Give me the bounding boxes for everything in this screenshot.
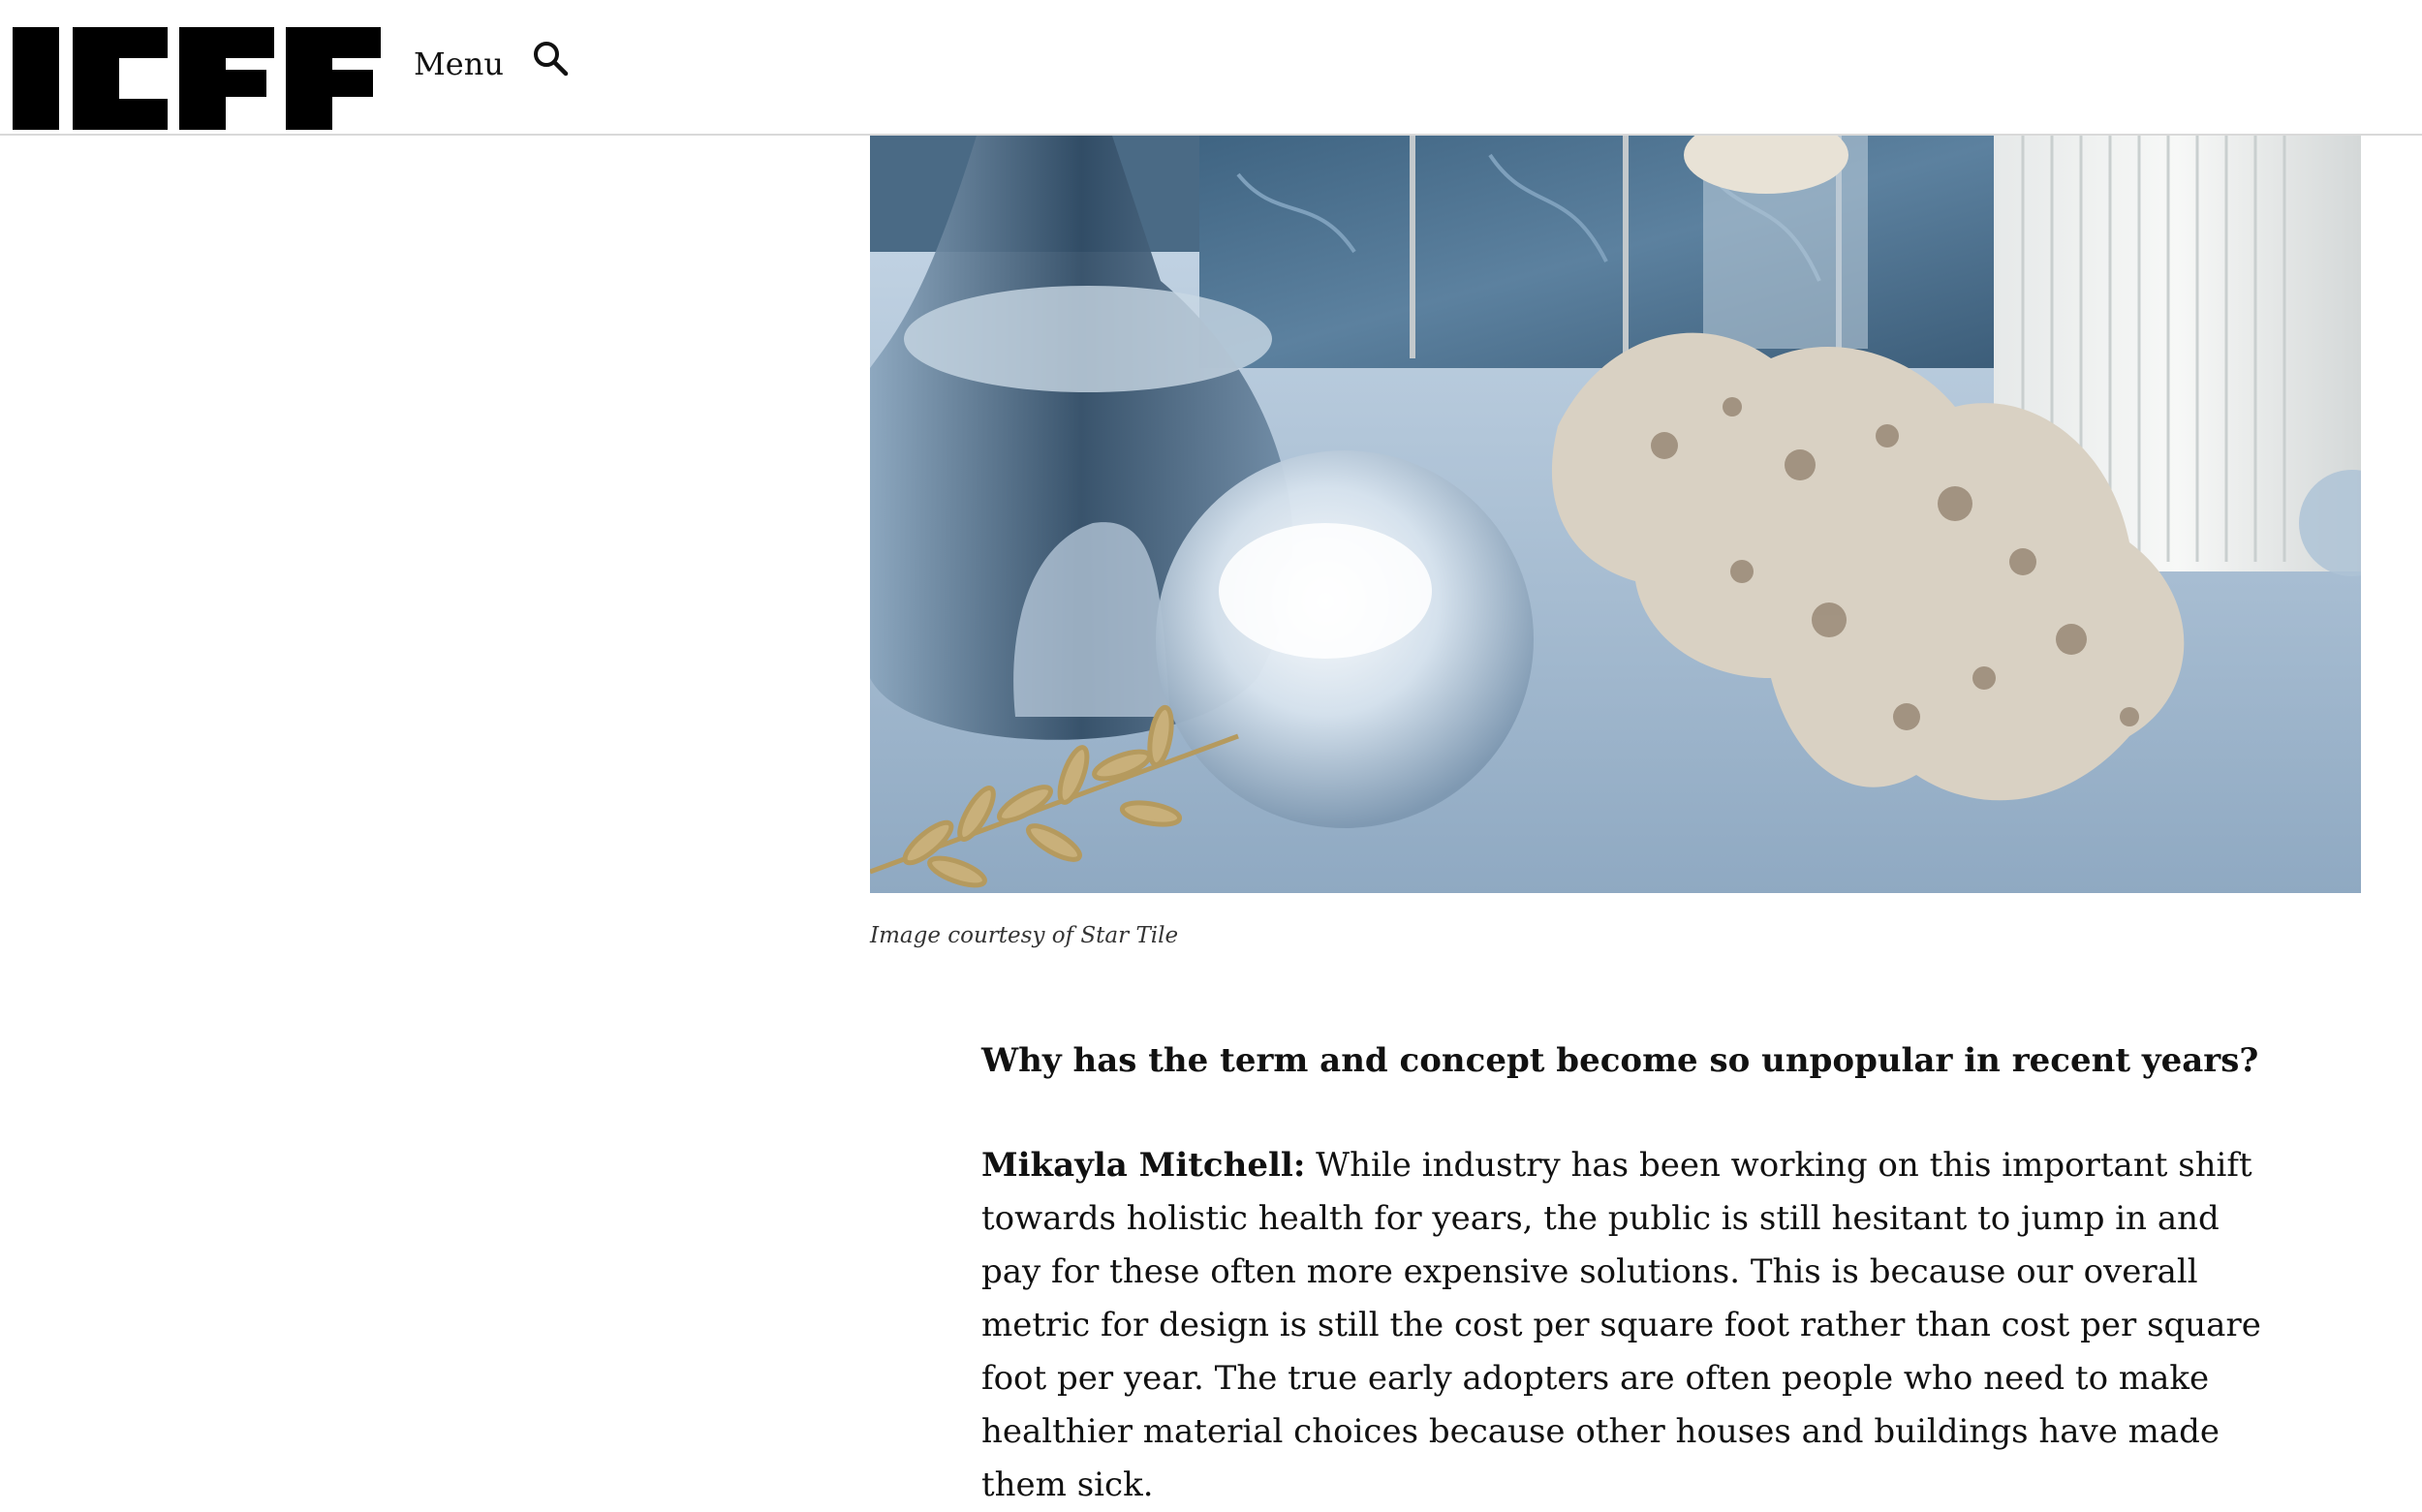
icff-logo[interactable] (13, 27, 381, 130)
hero-image (870, 136, 2361, 893)
still-life-photo (870, 136, 2361, 893)
menu-button[interactable]: Menu (414, 46, 504, 82)
interview-answer (981, 1139, 2270, 1512)
search-icon (531, 39, 570, 77)
site-header (0, 0, 2422, 136)
article-body (981, 1036, 2270, 1512)
answer-text: While industry has been working on this important shift towards holistic health for years, the public is still hesitant to jump in and pay for these often more expensive solutions. This is because our overall metric for design is still the cost per square foot rather than cost per square foot per year. The true early adopters are often people who need to make healthier material choices because other houses and buildings have made them sick. (981, 1146, 2261, 1504)
interview-question: Why has the term and concept become so unpopular in recent years? (981, 1041, 2259, 1080)
answer-speaker: Mikayla Mitchell: (981, 1146, 1306, 1185)
image-caption: Image courtesy of Star Tile (870, 923, 1179, 948)
search-button[interactable] (531, 39, 570, 77)
